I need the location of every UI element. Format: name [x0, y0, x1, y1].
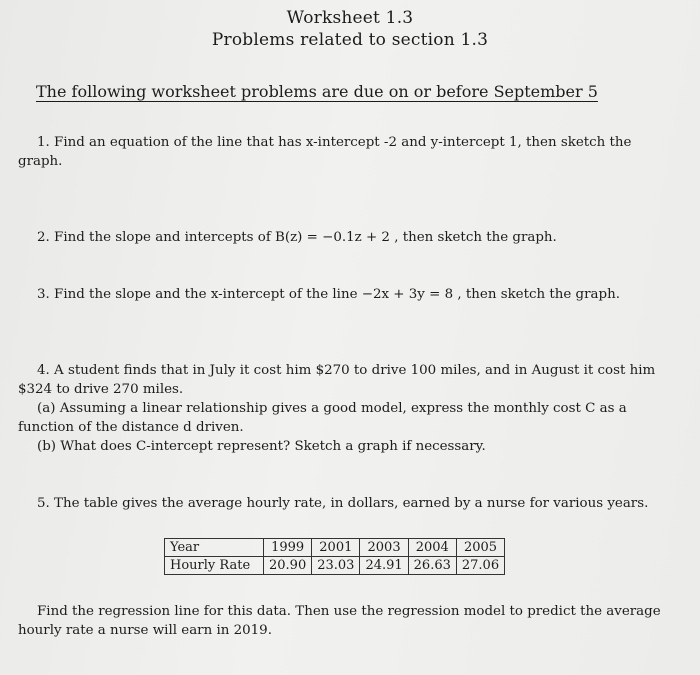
problem-4a-line-2: function of the distance d driven.: [18, 420, 244, 435]
problem-1-line-2: graph.: [18, 154, 63, 169]
problem-5-follow-line-2: hourly rate a nurse will earn in 2019.: [18, 623, 272, 638]
problem-4-line-2: $324 to drive 270 miles.: [18, 382, 184, 397]
problem-3: 3. Find the slope and the x-intercept of the line −2x + 3y = 8 , then sketch the graph.: [37, 287, 620, 302]
table-row-year: [165, 539, 505, 557]
table-cell-year: 2005: [456, 539, 504, 557]
table-cell-rate: 20.90: [264, 557, 312, 575]
problem-1-line-1: 1. Find an equation of the line that has x-intercept -2 and y-intercept 1, then sketch the: [37, 135, 632, 150]
table-cell-rate: 24.91: [360, 557, 408, 575]
table-cell-rate: 26.63: [408, 557, 456, 575]
problem-5: 5. The table gives the average hourly rate, in dollars, earned by a nurse for various years.: [37, 496, 649, 511]
problem-4a-line-1: (a) Assuming a linear relationship gives a good model, express the monthly cost C as a: [37, 401, 627, 416]
problem-4b: (b) What does C-intercept represent? Sketch a graph if necessary.: [37, 439, 486, 454]
problem-2: 2. Find the slope and intercepts of B(z) = −0.1z + 2 , then sketch the graph.: [37, 230, 557, 245]
table-cell-year: 2004: [408, 539, 456, 557]
worksheet-subtitle: Problems related to section 1.3: [211, 30, 489, 50]
table-cell-year: 2001: [312, 539, 360, 557]
table-cell-year: 1999: [264, 539, 312, 557]
table-cell-year: 2003: [360, 539, 408, 557]
due-notice: The following worksheet problems are due on or before September 5: [36, 82, 598, 101]
problem-4-line-1: 4. A student finds that in July it cost him $270 to drive 100 miles, and in August it cost him: [37, 363, 656, 378]
table-row-rate: [165, 557, 505, 575]
table-row-label: Year: [165, 539, 264, 557]
table-row-label: Hourly Rate: [165, 557, 264, 575]
worksheet-title: Worksheet 1.3: [286, 8, 414, 28]
problem-5-follow-line-1: Find the regression line for this data. Then use the regression model to predict the average: [37, 604, 661, 619]
hourly-rate-table: [164, 538, 505, 575]
table-cell-rate: 27.06: [456, 557, 504, 575]
table-cell-rate: 23.03: [312, 557, 360, 575]
